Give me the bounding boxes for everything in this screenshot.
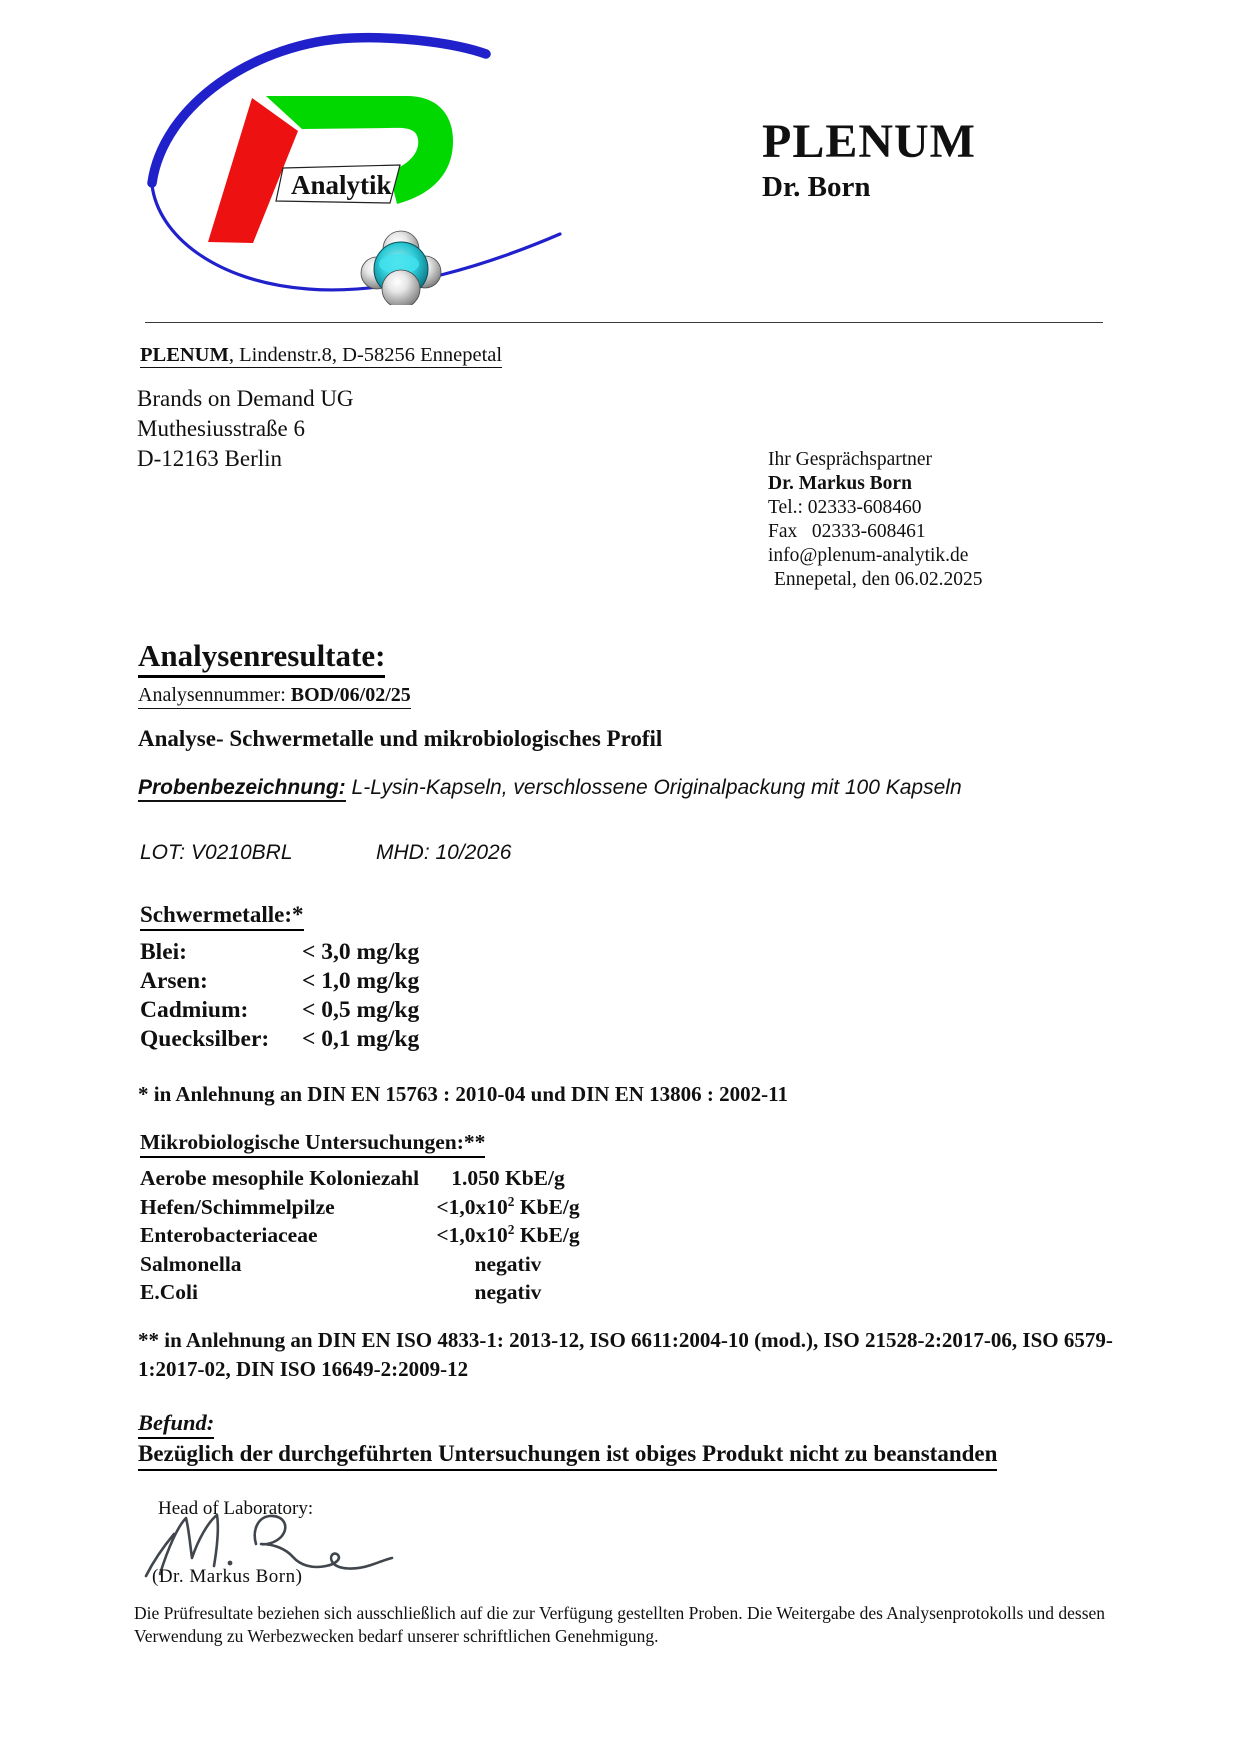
microbiology-footnote: ** in Anlehnung an DIN EN ISO 4833-1: 2013-12, ISO 6611:2004-10 (mod.), ISO 21528-2:2017-06, ISO 6579-1:2017-02, DIN ISO 16649-2:2009-12 <box>138 1328 1113 1381</box>
lot-value: LOT: V0210BRL <box>140 841 293 864</box>
table-row <box>140 1164 589 1193</box>
micro-label: Salmonella <box>140 1251 242 1276</box>
signer-name: (Dr. Markus Born) <box>152 1566 303 1587</box>
metal-value: < 3,0 mg/kg <box>302 939 420 965</box>
micro-value: negativ <box>474 1251 542 1276</box>
heavy-metals-heading-wrap <box>140 902 304 931</box>
analysis-number-line <box>138 684 411 709</box>
plenum-analytik-logo <box>130 25 570 305</box>
metal-label: Arsen: <box>140 968 208 994</box>
metal-value: < 0,1 mg/kg <box>302 1026 420 1052</box>
recipient-block <box>137 384 354 474</box>
mhd-value: MHD: 10/2026 <box>376 841 512 864</box>
table-row <box>140 1278 589 1307</box>
analysis-number-label: Analysennummer: <box>138 684 291 706</box>
analysis-title: Analyse- Schwermetalle und mikrobiologisches Profil <box>138 726 663 751</box>
sample-value: L-Lysin-Kapseln, verschlossene Originalpackung mit 100 Kapseln <box>345 776 962 799</box>
brand-block <box>762 115 976 203</box>
contact-fax: Fax 02333-608461 <box>768 521 926 542</box>
micro-label: Enterobacteriaceae <box>140 1223 318 1248</box>
results-heading: Analysenresultate: <box>138 640 385 678</box>
contact-name: Dr. Markus Born <box>768 473 912 494</box>
recipient-line: Brands on Demand UG <box>137 386 354 411</box>
heavy-metals-heading: Schwermetalle:* <box>140 902 304 931</box>
contact-tel: Tel.: 02333-608460 <box>768 497 922 518</box>
header-divider <box>145 322 1103 323</box>
sample-label: Probenbezeichnung: <box>138 776 346 802</box>
table-row <box>140 996 419 1025</box>
sample-line <box>138 776 962 800</box>
place-date: Ennepetal, den 06.02.2025 <box>774 569 983 590</box>
table-row <box>140 1221 589 1250</box>
befund-heading-wrap <box>138 1410 214 1439</box>
befund-heading: Befund: <box>138 1410 214 1439</box>
metal-value: < 0,5 mg/kg <box>302 997 420 1023</box>
sender-address: , Lindenstr.8, D-58256 Ennepetal <box>228 344 503 366</box>
heavy-metals-table <box>140 938 419 1054</box>
metal-label: Cadmium: <box>140 997 249 1023</box>
table-row <box>140 1025 419 1054</box>
brand-title: PLENUM <box>762 115 976 168</box>
table-row <box>140 1250 589 1279</box>
metal-value: < 1,0 mg/kg <box>302 968 420 994</box>
micro-value: negativ <box>474 1280 542 1305</box>
micro-value: $<1,0x10^2$ KbE/g <box>436 1193 580 1219</box>
brand-subtitle: Dr. Born <box>762 171 871 203</box>
micro-label: Aerobe mesophile Koloniezahl <box>140 1166 420 1190</box>
footer-disclaimer: Die Prüfresultate beziehen sich ausschließlich auf die zur Verfügung gestellten Proben. Die Weitergabe des Analysenprotokolls und dessen Verwendung zu Werbezwecken bedarf unserer schriftlichen Genehmigung. <box>134 1603 1106 1646</box>
contact-block <box>768 448 983 592</box>
recipient-line: D-12163 Berlin <box>137 446 283 471</box>
sender-name: PLENUM <box>140 344 229 366</box>
contact-intro: Ihr Gesprächspartner <box>768 449 933 470</box>
befund-statement-wrap <box>138 1441 997 1471</box>
recipient-line: Muthesiusstraße 6 <box>137 416 306 441</box>
contact-email: info@plenum-analytik.de <box>768 545 969 566</box>
analysis-number-value: BOD/06/02/25 <box>290 684 411 706</box>
microbiology-heading-wrap <box>140 1130 485 1158</box>
heavy-metals-footnote: * in Anlehnung an DIN EN 15763 : 2010-04 und DIN EN 13806 : 2002-11 <box>138 1082 788 1106</box>
table-row <box>140 967 419 996</box>
micro-label: Hefen/Schimmelpilze <box>140 1194 335 1219</box>
metal-label: Quecksilber: <box>140 1026 270 1052</box>
befund-statement: Bezüglich der durchgeführten Untersuchungen ist obiges Produkt nicht zu beanstanden <box>138 1441 997 1471</box>
lot-line <box>140 841 511 865</box>
analytik-label: Analytik <box>291 170 392 200</box>
head-of-laboratory-caption: Head of Laboratory: <box>158 1498 314 1519</box>
microbiology-heading: Mikrobiologische Untersuchungen:** <box>140 1130 485 1158</box>
sender-line <box>140 344 502 367</box>
micro-label: E.Coli <box>140 1280 198 1305</box>
micro-value: 1.050 KbE/g <box>451 1166 565 1190</box>
microbiology-table <box>140 1164 589 1307</box>
micro-value: $<1,0x10^2$ KbE/g <box>436 1222 580 1248</box>
results-section <box>138 640 385 678</box>
table-row <box>140 938 419 967</box>
metal-label: Blei: <box>140 939 187 965</box>
molecule-icon <box>361 231 441 305</box>
table-row <box>140 1193 589 1222</box>
